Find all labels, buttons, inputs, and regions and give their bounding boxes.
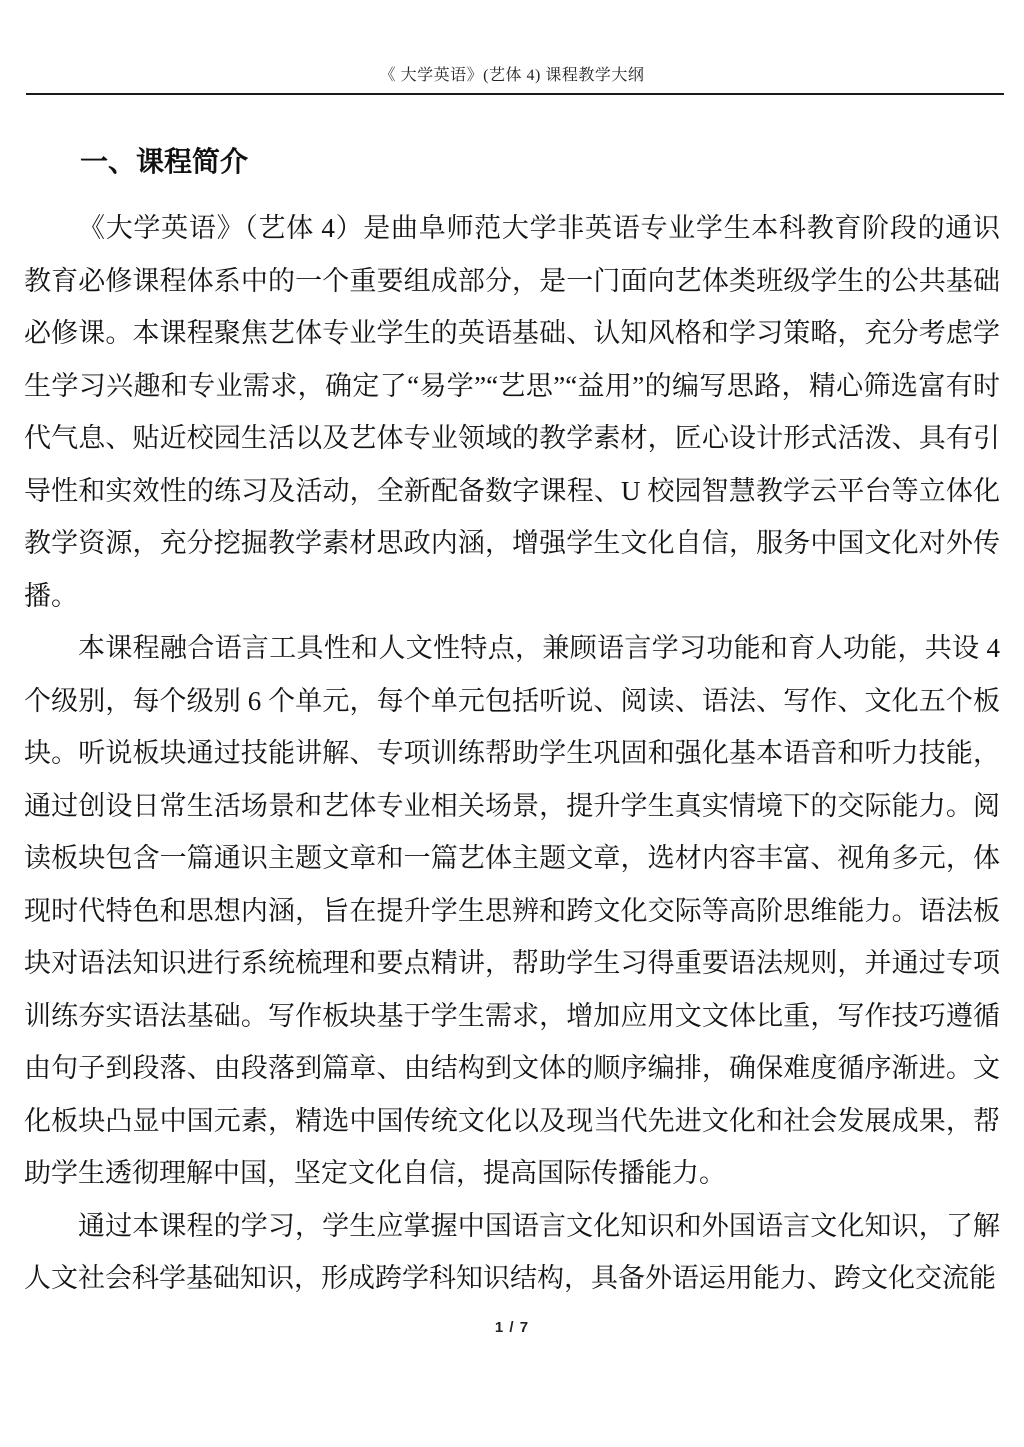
body-text <box>24 202 1000 1305</box>
header-divider-rule <box>26 93 1004 95</box>
section-heading: 一、课程简介 <box>80 146 249 177</box>
document-content <box>24 146 1000 1336</box>
page-header-title: 《 大学英语》(艺体 4) 课程教学大纲 <box>379 67 645 84</box>
page-number: 1 / 7 <box>494 1318 530 1336</box>
paragraph: 通过本课程的学习，学生应掌握中国语言文化知识和外国语言文化知识，了解人文社会科学基础知识，形成跨学科知识结构，具备外语运用能力、跨文化交流能 <box>24 1210 1000 1293</box>
paragraph: 《大学英语》（艺体 4）是曲阜师范大学非英语专业学生本科教育阶段的通识教育必修课程体系中的一个重要组成部分，是一门面向艺体类班级学生的公共基础必修课。本课程聚焦艺体专业学生的英语基础、认知风格和学习策略，充分考虑学生学习兴趣和专业需求，确定了“易学”“艺思”“益用”的编写思路，精心筛选富有时代气息、贴近校园生活以及艺体专业领域的教学素材，匠心设计形式活泼、具有引导性和实效性的练习及活动，全新配备数字课程、U 校园智慧教学云平台等立体化教学资源，充分挖掘教学素材思政内涵，增强学生文化自信，服务中国文化对外传播。 <box>24 213 1000 611</box>
paragraph: 本课程融合语言工具性和人文性特点，兼顾语言学习功能和育人功能，共设 4 个级别，每个级别 6 个单元，每个单元包括听说、阅读、语法、写作、文化五个板块。听说板块通过技能讲解、专项训练帮助学生巩固和强化基本语音和听力技能，通过创设日常生活场景和艺体专业相关场景，提升学生真实情境下的交际能力。阅读板块包含一篇通识主题文章和一篇艺体主题文章，选材内容丰富、视角多元，体现时代特色和思想内涵，旨在提升学生思辨和跨文化交际等高阶思维能力。语法板块对语法知识进行系统梳理和要点精讲，帮助学生习得重要语法规则，并通过专项训练夯实语法基础。写作板块基于学生需求，增加应用文文体比重，写作技巧遵循由句子到段落、由段落到篇章、由结构到文体的顺序编排，确保难度循序渐进。文化板块凸显中国元素，精选中国传统文化以及现当代先进文化和社会发展成果，帮助学生透彻理解中国，坚定文化自信，提高国际传播能力。 <box>24 633 1000 1188</box>
